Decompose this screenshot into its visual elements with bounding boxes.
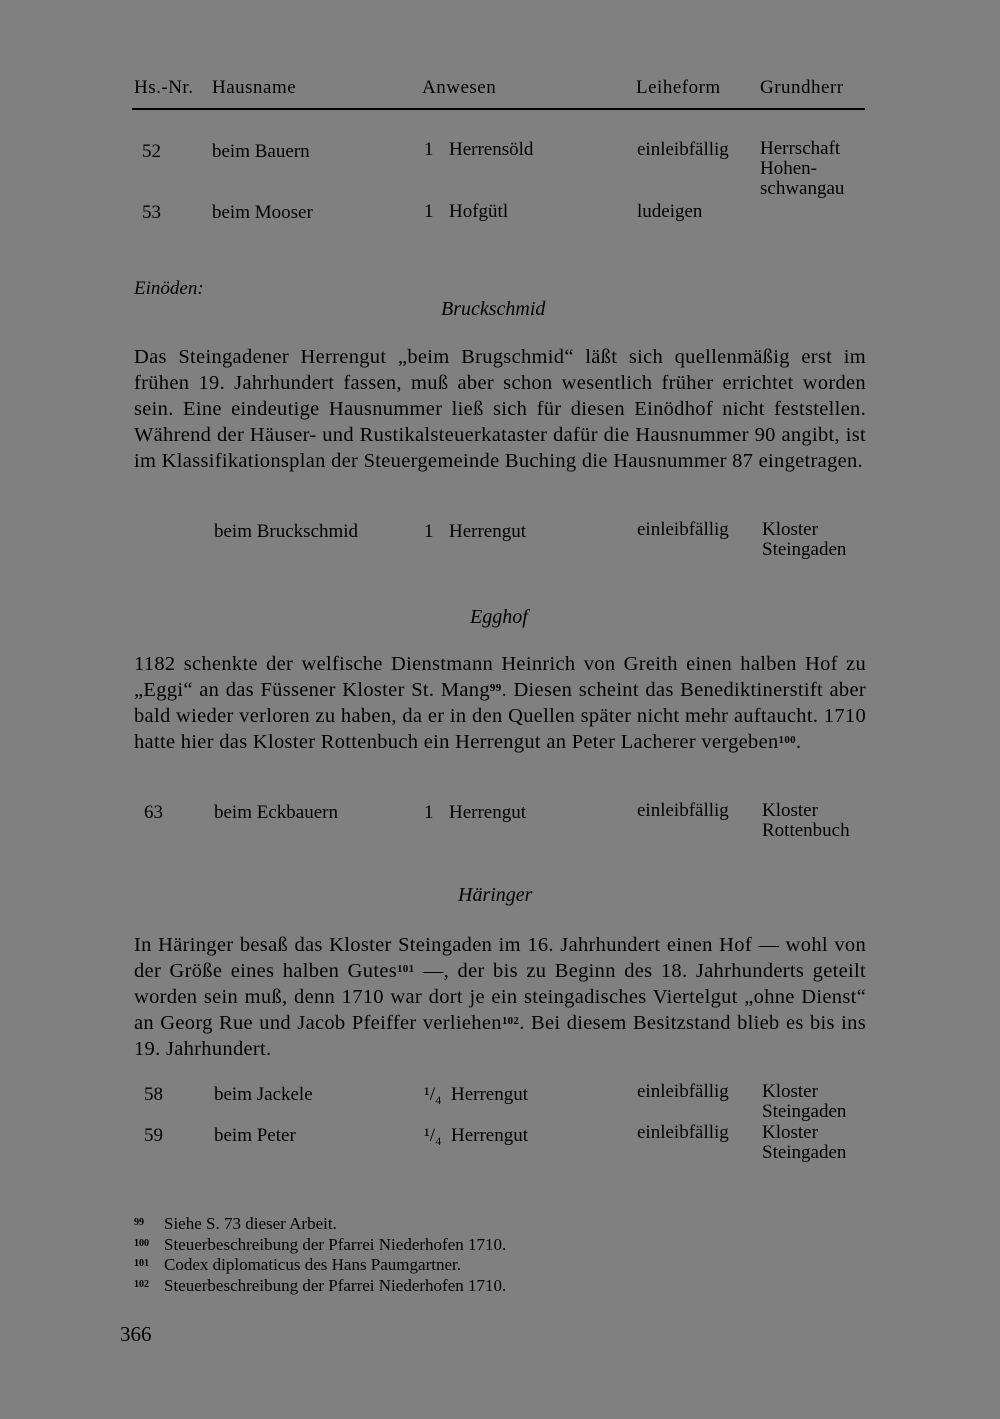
row-52-grundherr-line1: Herrschaft [760, 138, 841, 159]
row-63-grundherr-line2: Rottenbuch [762, 820, 850, 841]
row-52-name: beim Bauern [212, 141, 310, 162]
row-58-name: beim Jackele [214, 1084, 313, 1105]
row-bruckschmid-grundherr-line2: Steingaden [762, 539, 847, 560]
row-58-grundherr [762, 1082, 846, 1122]
row-53-count: 1 [424, 201, 434, 222]
footnote-100-number: 100 [134, 1238, 149, 1249]
row-59-nr: 59 [144, 1125, 163, 1146]
row-52-leiheform: einleibfällig [637, 139, 729, 160]
row-58-grundherr-line1: Kloster [762, 1081, 818, 1102]
header-col-grundherr: Grundherr [760, 77, 844, 98]
row-53-leiheform: ludeigen [637, 201, 703, 222]
footnote-101 [134, 1255, 461, 1275]
footnote-100-text: Steuerbeschreibung der Pfarrei Niederhofen 1710. [164, 1235, 507, 1254]
footnote-ref-100: 100 [778, 734, 796, 746]
paragraph-haeringer-text [134, 932, 866, 1062]
row-59-leiheform: einleibfällig [637, 1122, 729, 1143]
footnote-100 [134, 1235, 506, 1255]
row-52-nr: 52 [142, 141, 161, 162]
footnote-102-text: Steuerbeschreibung der Pfarrei Niederhofen 1710. [164, 1276, 507, 1295]
paragraph-egghof-part2: . Diesen scheint das Benediktinerstift aber bald wieder verloren zu haben, da er in den Quellen später nicht mehr auftaucht. 1710 hatte hier das Kloster Rottenbuch ein Herrengut an Peter Lacherer vergeben [134, 679, 866, 753]
row-59-grundherr [762, 1123, 846, 1163]
footnote-ref-101: 101 [397, 963, 415, 975]
footnote-101-number: 101 [134, 1258, 149, 1269]
paragraph-egghof-part3: . [795, 731, 802, 753]
paragraph-egghof [134, 651, 866, 755]
footnote-99-number: 99 [134, 1217, 144, 1228]
row-52-count: 1 [424, 139, 434, 160]
row-59-anwesen: Herrengut [451, 1125, 529, 1146]
row-53-name: beim Mooser [212, 202, 313, 223]
row-59-grundherr-line1: Kloster [762, 1122, 818, 1143]
paragraph-haeringer-part2: —, der bis zu Beginn des 18. Jahrhunderts geteilt worden sein muß, denn 1710 war dort je ein steingadisches Viertelgut „ohne Dienst“ an Georg Rue und Jacob Pfeiffer verliehen [134, 960, 866, 1034]
row-bruckschmid-grundherr [762, 520, 846, 560]
footnote-ref-102: 102 [501, 1015, 520, 1027]
footnote-99-text: Siehe S. 73 dieser Arbeit. [164, 1214, 337, 1233]
row-53-anwesen: Hofgütl [449, 201, 509, 222]
row-52-anwesen: Herrensöld [449, 139, 534, 160]
row-52-grundherr-line2: Hohen- [760, 158, 817, 179]
paragraph-egghof-text [134, 651, 866, 755]
paragraph-egghof-part1: 1182 schenkte der welfische Dienstmann Heinrich von Greith einen halben Hof zu „Eggi“ an das Füssener Kloster St. Mang [134, 653, 866, 701]
row-bruckschmid-leiheform: einleibfällig [637, 519, 729, 540]
row-63-nr: 63 [144, 802, 163, 823]
row-52-grundherr-line3: schwangau [760, 178, 845, 199]
paragraph-haeringer-part3: . Bei diesem Besitzstand blieb es bis ins 19. Jahrhundert. [134, 1012, 867, 1060]
page-number: 366 [120, 1322, 152, 1346]
row-63-grundherr-line1: Kloster [762, 800, 818, 821]
header-col-anwesen: Anwesen [422, 77, 497, 98]
row-59-name: beim Peter [214, 1125, 296, 1146]
row-52-grundherr [760, 139, 844, 199]
row-58-anwesen: Herrengut [451, 1084, 529, 1105]
row-63-grundherr [762, 801, 850, 841]
row-58-grundherr-line2: Steingaden [762, 1101, 847, 1122]
paragraph-bruckschmid [134, 344, 866, 474]
footnote-99 [134, 1214, 337, 1234]
row-59-count: ¹/₄ [424, 1125, 442, 1146]
header-col-hausname: Hausname [212, 77, 297, 98]
paragraph-haeringer [134, 932, 866, 1062]
row-59-grundherr-line2: Steingaden [762, 1142, 847, 1163]
header-col-nr: Hs.-Nr. [134, 77, 194, 98]
row-63-anwesen: Herrengut [449, 802, 527, 823]
footnote-101-text: Codex diplomaticus des Hans Paumgartner. [164, 1255, 461, 1274]
row-63-leiheform: einleibfällig [637, 800, 729, 821]
footnote-102 [134, 1276, 506, 1296]
footnote-ref-99: 99 [489, 682, 502, 694]
row-58-count: ¹/₄ [424, 1084, 442, 1105]
einoeden-label: Einöden: [134, 278, 204, 299]
row-bruckschmid-grundherr-line1: Kloster [762, 519, 818, 540]
row-58-nr: 58 [144, 1084, 163, 1105]
row-bruckschmid-anwesen: Herrengut [449, 521, 527, 542]
row-58-leiheform: einleibfällig [637, 1081, 729, 1102]
row-bruckschmid-count: 1 [424, 521, 434, 542]
row-bruckschmid-name: beim Bruckschmid [214, 521, 359, 542]
footnote-102-number: 102 [134, 1279, 149, 1290]
paragraph-bruckschmid-text: Das Steingadener Herrengut „beim Brugschmid“ läßt sich quellenmäßig erst im frühen 19. Jahrhundert fassen, muß aber schon wesentlich früher errichtet worden sein. Eine eindeutige Hausnummer ließ sich für diesen Einödhof nicht feststellen. Während der Häuser- und Rustikalsteuerkataster dafür die Hausnummer 90 angibt, ist im Klassifikationsplan der Steuergemeinde Buching die Hausnummer 87 eingetragen. [134, 346, 866, 472]
header-rule [132, 108, 865, 110]
section-title-bruckschmid: Bruckschmid [441, 298, 546, 320]
row-63-count: 1 [424, 802, 434, 823]
row-53-nr: 53 [142, 202, 161, 223]
section-title-haeringer: Häringer [458, 884, 533, 906]
header-col-leiheform: Leiheform [636, 77, 721, 98]
paragraph-haeringer-part1: In Häringer besaß das Kloster Steingaden im 16. Jahrhundert einen Hof — wohl von der Größe eines halben Gutes [134, 934, 866, 982]
row-63-name: beim Eckbauern [214, 802, 338, 823]
section-title-egghof: Egghof [470, 606, 528, 628]
